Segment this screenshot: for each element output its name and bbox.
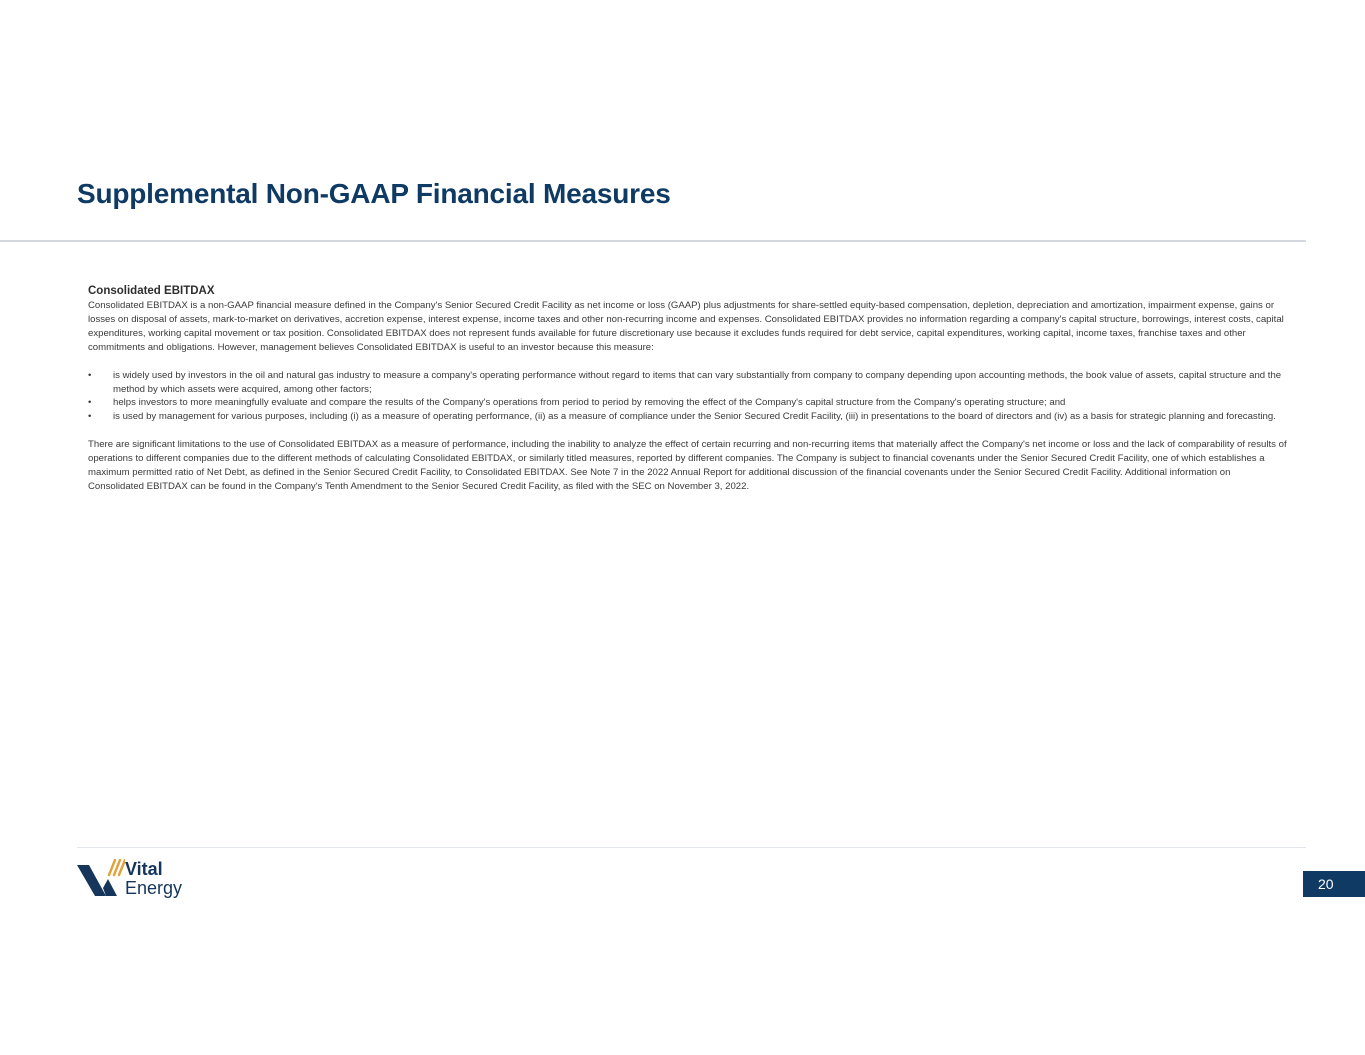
bullet-list <box>88 369 1288 425</box>
bullet-item <box>88 410 1288 424</box>
section-heading: Consolidated EBITDAX <box>88 285 215 297</box>
bullet-dot: • <box>88 369 92 381</box>
bullet-text: is used by management for various purposes, including (i) as a measure of operating performance, (ii) as a measure of compliance under the Senior Secured Credit Facility, (iii) in presentations to the board of directors and (iv) as a basis for strategic planning and forecasting. <box>113 411 1276 423</box>
logo-mark-icon <box>77 856 125 898</box>
page-title: Supplemental Non-GAAP Financial Measures <box>77 178 671 209</box>
footer-divider <box>77 847 1306 848</box>
bullet-dot: • <box>88 397 92 409</box>
vital-energy-logo <box>77 856 207 902</box>
closing-paragraph: There are significant limitations to the use of Consolidated EBITDAX as a measure of performance, including the inability to analyze the effect of certain recurring and non-recurring items that materially affect the Company's net income or loss and the lack of comparability of results of operations to different companies due to the different methods of calculating Consolidated EBITDAX, or similarly titled measures, reported by different companies. The Company is subject to financial covenants under the Senior Secured Credit Facility, one of which establishes a maximum permitted ratio of Net Debt, as defined in the Senior Secured Credit Facility, to Consolidated EBITDAX. See Note 7 in the 2022 Annual Report for additional discussion of the financial covenants under the Senior Secured Credit Facility. Additional information on Consolidated EBITDAX can be found in the Company's Tenth Amendment to the Senior Secured Credit Facility, as filed with the SEC on November 3, 2022. <box>88 439 1287 492</box>
bullet-text: helps investors to more meaningfully evaluate and compare the results of the Company's operations from period to period by removing the effect of the Company's capital structure from the Company's operating structure; and <box>113 397 1066 409</box>
bullet-item <box>88 396 1288 410</box>
logo-word-vital: Vital <box>125 859 163 879</box>
page-number-badge: 20 <box>1303 871 1365 897</box>
content-section <box>88 284 1288 494</box>
title-divider <box>0 240 1306 242</box>
logo-word-energy: Energy <box>125 878 183 898</box>
bullet-text: is widely used by investors in the oil and natural gas industry to measure a company's operating performance without regard to items that can vary substantially from company to company depending upon accounting methods, the book value of assets, capital structure and the method by which assets were acquired, among other factors; <box>113 369 1282 395</box>
intro-paragraph: Consolidated EBITDAX is a non-GAAP financial measure defined in the Company's Senior Secured Credit Facility as net income or loss (GAAP) plus adjustments for share-settled equity-based compensation, depletion, depreciation and amortization, impairment expense, gains or losses on disposal of assets, mark-to-market on derivatives, accretion expense, interest expense, income taxes and other non-recurring income and expenses. Consolidated EBITDAX provides no information regarding a company's capital structure, borrowings, interest costs, capital expenditures, working capital movement or tax position. Consolidated EBITDAX does not represent funds available for future discretionary use because it excludes funds required for debt service, capital expenditures, working capital, income taxes, franchise taxes and other commitments and obligations. However, management believes Consolidated EBITDAX is useful to an investor because this measure: <box>88 300 1284 353</box>
bullet-item <box>88 369 1288 397</box>
bullet-dot: • <box>88 411 92 423</box>
